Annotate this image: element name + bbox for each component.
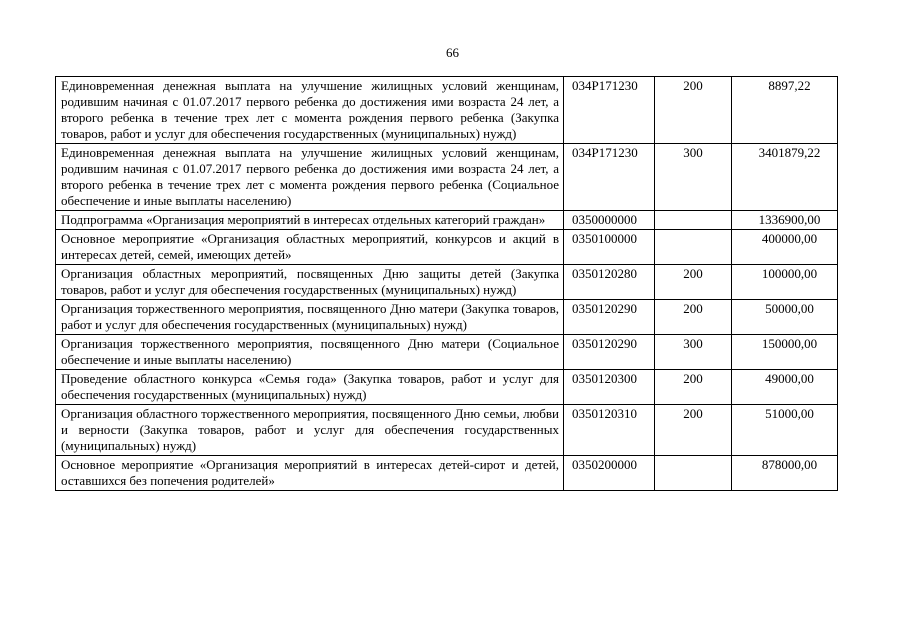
table-row <box>56 405 838 456</box>
row-target-code: 0350120300 <box>564 370 655 405</box>
row-description: Организация областного торжественного мероприятия, посвященного Дню семьи, любви и верности (Закупка товаров, работ и услуг для обеспечения государственных (муниципальных) нужд) <box>56 405 564 456</box>
table-row <box>56 77 838 144</box>
row-expense-type <box>655 211 732 230</box>
table-row <box>56 230 838 265</box>
row-amount: 150000,00 <box>732 335 838 370</box>
row-expense-type: 200 <box>655 77 732 144</box>
table-row <box>56 211 838 230</box>
row-target-code: 0350120280 <box>564 265 655 300</box>
row-description: Организация областных мероприятий, посвященных Дню защиты детей (Закупка товаров, работ и услуг для обеспечения государственных (муниципальных) нужд) <box>56 265 564 300</box>
row-expense-type: 200 <box>655 370 732 405</box>
row-description: Организация торжественного мероприятия, посвященного Дню матери (Закупка товаров, работ и услуг для обеспечения государственных (муниципальных) нужд) <box>56 300 564 335</box>
table-row <box>56 335 838 370</box>
row-amount: 8897,22 <box>732 77 838 144</box>
row-description: Единовременная денежная выплата на улучшение жилищных условий женщинам, родившим начиная с 01.07.2017 первого ребенка до достижения ими возраста 24 лет, а второго ребенка в течение трех лет с момента рождения первого ребенка (Социальное обеспечение и иные выплаты населению) <box>56 144 564 211</box>
budget-table <box>55 76 838 491</box>
row-amount: 1336900,00 <box>732 211 838 230</box>
row-expense-type: 200 <box>655 300 732 335</box>
row-amount: 100000,00 <box>732 265 838 300</box>
row-amount: 878000,00 <box>732 456 838 491</box>
row-description: Основное мероприятие «Организация областных мероприятий, конкурсов и акций в интересах детей, семей, имеющих детей» <box>56 230 564 265</box>
row-description: Единовременная денежная выплата на улучшение жилищных условий женщинам, родившим начиная с 01.07.2017 первого ребенка до достижения ими возраста 24 лет, а второго ребенка в течение трех лет с момента рождения первого ребенка (Закупка товаров, работ и услуг для обеспечения государственных (муниципальных) нужд) <box>56 77 564 144</box>
row-amount: 50000,00 <box>732 300 838 335</box>
row-expense-type: 300 <box>655 144 732 211</box>
row-amount: 49000,00 <box>732 370 838 405</box>
row-target-code: 0350120290 <box>564 335 655 370</box>
page-number: 66 <box>446 45 459 60</box>
table-row <box>56 300 838 335</box>
table-row <box>56 370 838 405</box>
table-row <box>56 456 838 491</box>
row-target-code: 0350120310 <box>564 405 655 456</box>
row-amount: 3401879,22 <box>732 144 838 211</box>
row-description: Подпрограмма «Организация мероприятий в интересах отдельных категорий граждан» <box>56 211 564 230</box>
row-target-code: 0350120290 <box>564 300 655 335</box>
row-target-code: 034P171230 <box>564 144 655 211</box>
row-description: Основное мероприятие «Организация мероприятий в интересах детей-сирот и детей, оставшихся без попечения родителей» <box>56 456 564 491</box>
row-description: Организация торжественного мероприятия, посвященного Дню матери (Социальное обеспечение и иные выплаты населению) <box>56 335 564 370</box>
row-amount: 400000,00 <box>732 230 838 265</box>
row-target-code: 0350100000 <box>564 230 655 265</box>
row-expense-type <box>655 456 732 491</box>
table-row <box>56 144 838 211</box>
row-expense-type: 300 <box>655 335 732 370</box>
row-amount: 51000,00 <box>732 405 838 456</box>
row-expense-type: 200 <box>655 405 732 456</box>
table-row <box>56 265 838 300</box>
row-expense-type <box>655 230 732 265</box>
row-target-code: 034P171230 <box>564 77 655 144</box>
row-target-code: 0350200000 <box>564 456 655 491</box>
row-expense-type: 200 <box>655 265 732 300</box>
row-target-code: 0350000000 <box>564 211 655 230</box>
row-description: Проведение областного конкурса «Семья года» (Закупка товаров, работ и услуг для обеспечения государственных (муниципальных) нужд) <box>56 370 564 405</box>
